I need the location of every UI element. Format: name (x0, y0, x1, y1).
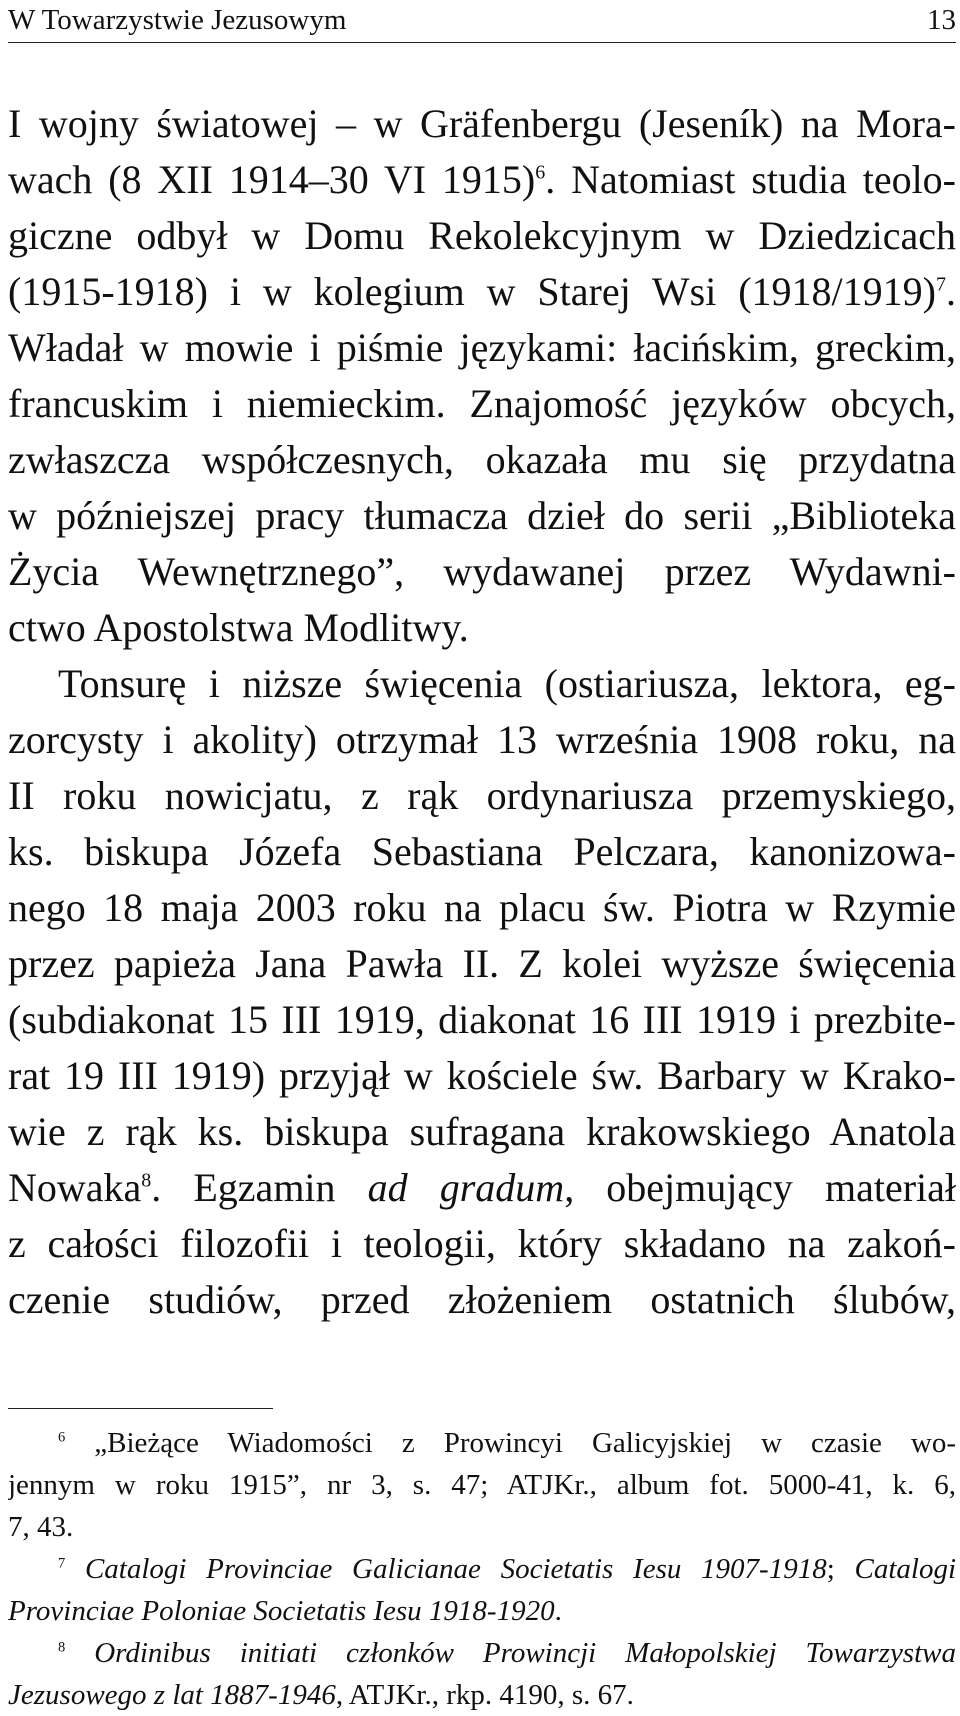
body-line: zwłaszcza współczesnych, okazała mu się przydatna (8, 437, 956, 482)
body-line: w późniejszej pracy tłumacza dzieł do serii „Biblioteka (8, 493, 956, 538)
footnote-ref-6: 6 (535, 161, 546, 184)
footnote-line: jennym w roku 1915”, nr 3, s. 47; ATJKr., album fot. 5000-41, k. 6, (8, 1469, 956, 1501)
body-line: ks. biskupa Józefa Sebastiana Pelczara, kanonizowa- (8, 829, 956, 874)
body-line: Życia Wewnętrznego”, wydawanej przez Wydawni- (8, 549, 956, 594)
body-line: wach (8 XII 1914–30 VI 1915)$^6$. Natomiast studia teolo- (8, 157, 956, 202)
footnote-6: $^6$ „Bieżące Wiadomości z Prowincyi Galicyjskiej w czasie wo- (58, 1427, 956, 1459)
footnote-8: $^8$ Ordinibus initiati członków Prowincji Małopolskiej Towarzystwa (58, 1637, 956, 1669)
footnote-ref-7: 7 (936, 273, 946, 296)
running-header-title: W Towarzystwie Jezusowym (8, 4, 347, 36)
footnote-line: Jezusowego z lat 1887-1946, ATJKr., rkp. 4190, s. 67. (8, 1679, 634, 1711)
footnote-7: $^7$ Catalogi Provinciae Galicianae Societatis Iesu 1907-1918; Catalogi (58, 1553, 956, 1585)
body-line: ctwo Apostolstwa Modlitwy. (8, 605, 469, 650)
body-line: francuskim i niemieckim. Znajomość języków obcych, (8, 381, 956, 426)
body-line: I wojny światowej – w Gräfenbergu (Jeseník) na Mora- (8, 101, 956, 146)
body-line: zorcysty i akolity) otrzymał 13 września 1908 roku, na (8, 717, 956, 762)
body-line: (1915-1918) i w kolegium w Starej Wsi $(1918/1919)^7$. (8, 269, 956, 314)
body-line: nego 18 maja 2003 roku na placu św. Piotra w Rzymie (8, 885, 956, 930)
paragraph-start: Tonsurę i niższe święcenia (ostiariusza, lektora, eg- (58, 661, 956, 706)
body-line: Władał w mowie i piśmie językami: łacińskim, greckim, (8, 325, 956, 370)
footnote-separator (8, 1408, 273, 1409)
footnote-line: 7, 43. (8, 1511, 74, 1543)
body-line: II roku nowicjatu, z rąk ordynariusza przemyskiego, (8, 773, 956, 818)
running-header (8, 0, 956, 43)
body-line: rat 19 III 1919) przyjął w kościele św. Barbary w Krako- (8, 1053, 956, 1098)
footnote-ref-8: 8 (141, 1169, 152, 1192)
body-line: z całości filozofii i teologii, który składano na zakoń- (8, 1221, 956, 1266)
body-line: (subdiakonat 15 III 1919, diakonat 16 III 1919 i prezbite- (8, 997, 956, 1042)
body-line: wie z rąk ks. biskupa sufragana krakowskiego Anatola (8, 1109, 956, 1154)
latin-term: ad gradum (367, 1165, 565, 1210)
footnotes (8, 1422, 956, 1716)
page-number: 13 (927, 4, 956, 36)
body-line: czenie studiów, przed złożeniem ostatnich ślubów, (8, 1277, 956, 1322)
body-line: giczne odbył w Domu Rekolekcyjnym w Dziedzicach (8, 213, 956, 258)
footnote-line: Provinciae Poloniae Societatis Iesu 1918-1920. (8, 1595, 562, 1627)
body-text (8, 96, 956, 1328)
body-line: Nowaka$^8$. Egzamin ad gradum, obejmujący materiał (8, 1165, 956, 1210)
body-line: przez papieża Jana Pawła II. Z kolei wyższe święcenia (8, 941, 956, 986)
